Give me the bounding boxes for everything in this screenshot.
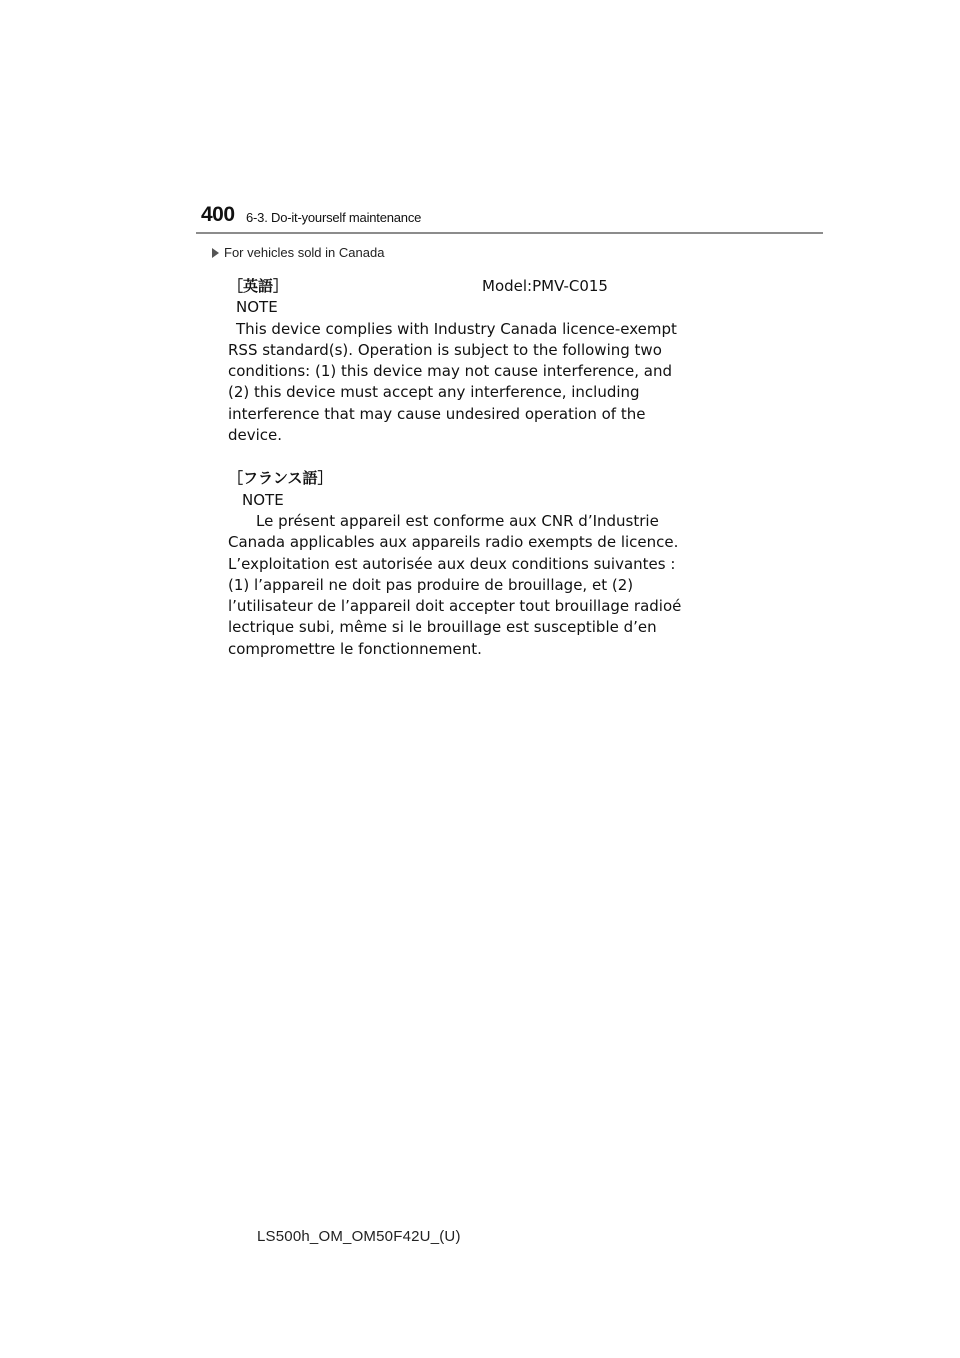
triangle-bullet-icon	[212, 248, 219, 258]
french-text-line: (1) l’appareil ne doit pas produire de brouillage, et (2)	[228, 575, 634, 594]
french-text-line: lectrique subi, même si le brouillage est susceptible d’en	[228, 618, 657, 637]
english-text-line: interference that may cause undesired operation of the	[228, 404, 646, 423]
french-text-line: L’exploitation est autorisée aux deux conditions suivantes :	[228, 554, 676, 573]
page-number: 400	[201, 203, 235, 226]
header-divider	[196, 232, 823, 234]
english-text-line: device.	[228, 426, 283, 445]
english-text-line: conditions: (1) this device may not cause interference, and	[228, 362, 672, 381]
bullet-text: For vehicles sold in Canada	[224, 245, 385, 260]
french-heading: ［フランス語］	[228, 469, 333, 488]
regulatory-label-image	[228, 276, 748, 660]
footer-code: LS500h_OM_OM50F42U_(U)	[257, 1228, 461, 1245]
french-text-line: Le présent appareil est conforme aux CNR d’Industrie	[256, 511, 659, 530]
english-heading: ［英語］	[228, 277, 289, 295]
model-number: Model:PMV-C015	[482, 277, 608, 295]
english-text-line: (2) this device must accept any interference, including	[228, 383, 640, 402]
french-note-heading: NOTE	[242, 490, 284, 509]
paragraph-gap	[228, 446, 748, 468]
english-note-heading: NOTE	[236, 298, 278, 317]
french-text-line: compromettre le fonctionnement.	[228, 639, 482, 658]
french-text-line: Canada applicables aux appareils radio exempts de licence.	[228, 533, 679, 552]
section-title: 6-3. Do-it-yourself maintenance	[246, 210, 422, 225]
english-text-line: This device complies with Industry Canada licence-exempt	[236, 319, 677, 338]
french-text-line: l’utilisateur de l’appareil doit accepter tout brouillage radioé	[228, 597, 682, 616]
bullet-line	[212, 245, 384, 260]
english-text-line: RSS standard(s). Operation is subject to the following two	[228, 340, 662, 359]
